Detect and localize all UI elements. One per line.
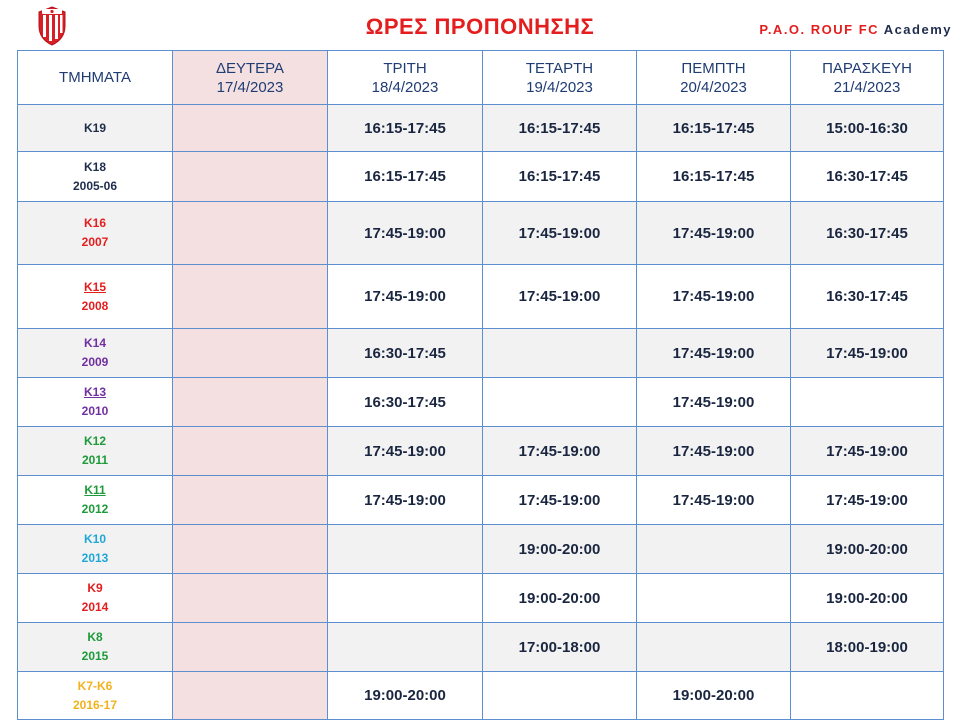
time-slot-cell: 17:45-19:00 [483,427,637,476]
schedule-body [18,105,944,720]
day-header-wednesday: ΤΕΤΑΡΤΗ 19/4/2023 [483,51,637,105]
time-slot-cell [173,329,328,378]
time-slot-cell: 17:45-19:00 [791,329,944,378]
time-slot-cell: 17:45-19:00 [637,427,791,476]
time-slot-cell: 17:45-19:00 [328,202,483,265]
table-row [18,202,944,265]
brand-name: P.A.O. ROUF FC [759,22,880,37]
table-row [18,672,944,720]
time-slot-cell: 17:45-19:00 [328,265,483,329]
group-birth-year: 2010 [81,404,109,418]
time-slot-cell [637,574,791,623]
time-slot-cell [173,427,328,476]
time-slot-cell: 17:45-19:00 [328,476,483,525]
time-slot-cell [637,623,791,672]
time-slot-cell: 17:45-19:00 [637,202,791,265]
group-birth-year: 2013 [81,551,109,565]
group-name: K8 [87,630,103,644]
time-slot-cell: 17:45-19:00 [328,427,483,476]
time-slot-cell [791,378,944,427]
time-slot-cell [483,329,637,378]
group-name: K9 [87,581,103,595]
time-slot-cell: 18:00-19:00 [791,623,944,672]
group-name: K10 [83,532,106,546]
time-slot-cell: 17:45-19:00 [637,476,791,525]
day-header-thursday: ΠΕΜΠΤΗ 20/4/2023 [637,51,791,105]
time-slot-cell: 19:00-20:00 [483,525,637,574]
group-label-cell [18,623,173,672]
group-label-cell [18,476,173,525]
time-slot-cell: 19:00-20:00 [637,672,791,720]
group-label-cell [18,152,173,202]
time-slot-cell [328,525,483,574]
time-slot-cell: 17:00-18:00 [483,623,637,672]
time-slot-cell: 16:15-17:45 [483,152,637,202]
group-birth-year: 2009 [81,355,109,369]
time-slot-cell: 17:45-19:00 [791,427,944,476]
group-birth-year: 2008 [81,298,109,313]
table-row [18,427,944,476]
group-birth-year: 2016-17 [72,697,118,712]
group-name: K15 [83,279,106,294]
group-birth-year: 2011 [81,453,109,467]
time-slot-cell: 16:15-17:45 [637,105,791,152]
time-slot-cell: 17:45-19:00 [637,265,791,329]
time-slot-cell: 19:00-20:00 [791,525,944,574]
time-slot-cell [483,378,637,427]
group-birth-year: 2012 [81,502,109,516]
table-row [18,476,944,525]
group-name: K18 [83,159,106,174]
time-slot-cell: 16:30-17:45 [791,152,944,202]
time-slot-cell: 16:15-17:45 [328,152,483,202]
time-slot-cell [173,378,328,427]
table-row [18,525,944,574]
time-slot-cell [328,574,483,623]
time-slot-cell: 16:30-17:45 [328,378,483,427]
time-slot-cell: 17:45-19:00 [637,329,791,378]
time-slot-cell [173,672,328,720]
group-birth-year: 2014 [81,600,109,614]
table-row [18,378,944,427]
time-slot-cell [173,525,328,574]
time-slot-cell: 19:00-20:00 [328,672,483,720]
time-slot-cell: 16:30-17:45 [791,265,944,329]
time-slot-cell: 17:45-19:00 [483,265,637,329]
group-label-cell [18,427,173,476]
time-slot-cell: 16:30-17:45 [328,329,483,378]
table-row [18,265,944,329]
group-birth-year: 2005-06 [72,178,118,193]
time-slot-cell: 19:00-20:00 [483,574,637,623]
group-label-cell [18,265,173,329]
table-row [18,105,944,152]
group-birth-year: 2015 [81,649,109,663]
page-title: ΩΡΕΣ ΠΡΟΠΟΝΗΣΗΣ [365,14,595,39]
group-label-cell [18,378,173,427]
time-slot-cell [173,574,328,623]
time-slot-cell [173,265,328,329]
time-slot-cell: 17:45-19:00 [483,202,637,265]
time-slot-cell: 19:00-20:00 [791,574,944,623]
group-name: K14 [83,336,106,350]
time-slot-cell: 15:00-16:30 [791,105,944,152]
group-label-cell [18,202,173,265]
time-slot-cell: 17:45-19:00 [483,476,637,525]
time-slot-cell [173,105,328,152]
day-header-tuesday: ΤΡΙΤΗ 18/4/2023 [328,51,483,105]
time-slot-cell [328,623,483,672]
table-header-row [18,51,944,105]
group-label-cell [18,672,173,720]
time-slot-cell [173,476,328,525]
time-slot-cell [791,672,944,720]
time-slot-cell [173,623,328,672]
time-slot-cell: 17:45-19:00 [791,476,944,525]
group-birth-year: 2007 [81,235,109,249]
time-slot-cell [173,202,328,265]
group-name: K11 [84,483,106,497]
day-header-friday: ΠΑΡΑΣΚΕΥΗ 21/4/2023 [791,51,944,105]
day-header-monday: ΔΕΥΤΕΡΑ 17/4/2023 [173,51,328,105]
group-label-cell [18,525,173,574]
table-row [18,574,944,623]
group-label-cell [18,329,173,378]
group-name: K16 [83,216,106,230]
time-slot-cell: 16:15-17:45 [328,105,483,152]
table-row [18,152,944,202]
club-brand [759,22,952,37]
group-name: K19 [83,120,106,135]
groups-column-header: ΤΜΗΜΑΤΑ [18,51,173,105]
table-row [18,329,944,378]
time-slot-cell: 16:30-17:45 [791,202,944,265]
time-slot-cell [483,672,637,720]
group-name: K7-K6 [77,678,113,693]
brand-academy: Academy [883,22,952,37]
time-slot-cell: 16:15-17:45 [637,152,791,202]
time-slot-cell [637,525,791,574]
group-name: K12 [83,434,106,448]
time-slot-cell [173,152,328,202]
time-slot-cell: 16:15-17:45 [483,105,637,152]
group-name: K13 [83,385,106,399]
table-row [18,623,944,672]
training-schedule-table [17,50,944,720]
group-label-cell [18,574,173,623]
time-slot-cell: 17:45-19:00 [637,378,791,427]
group-label-cell [18,105,173,152]
